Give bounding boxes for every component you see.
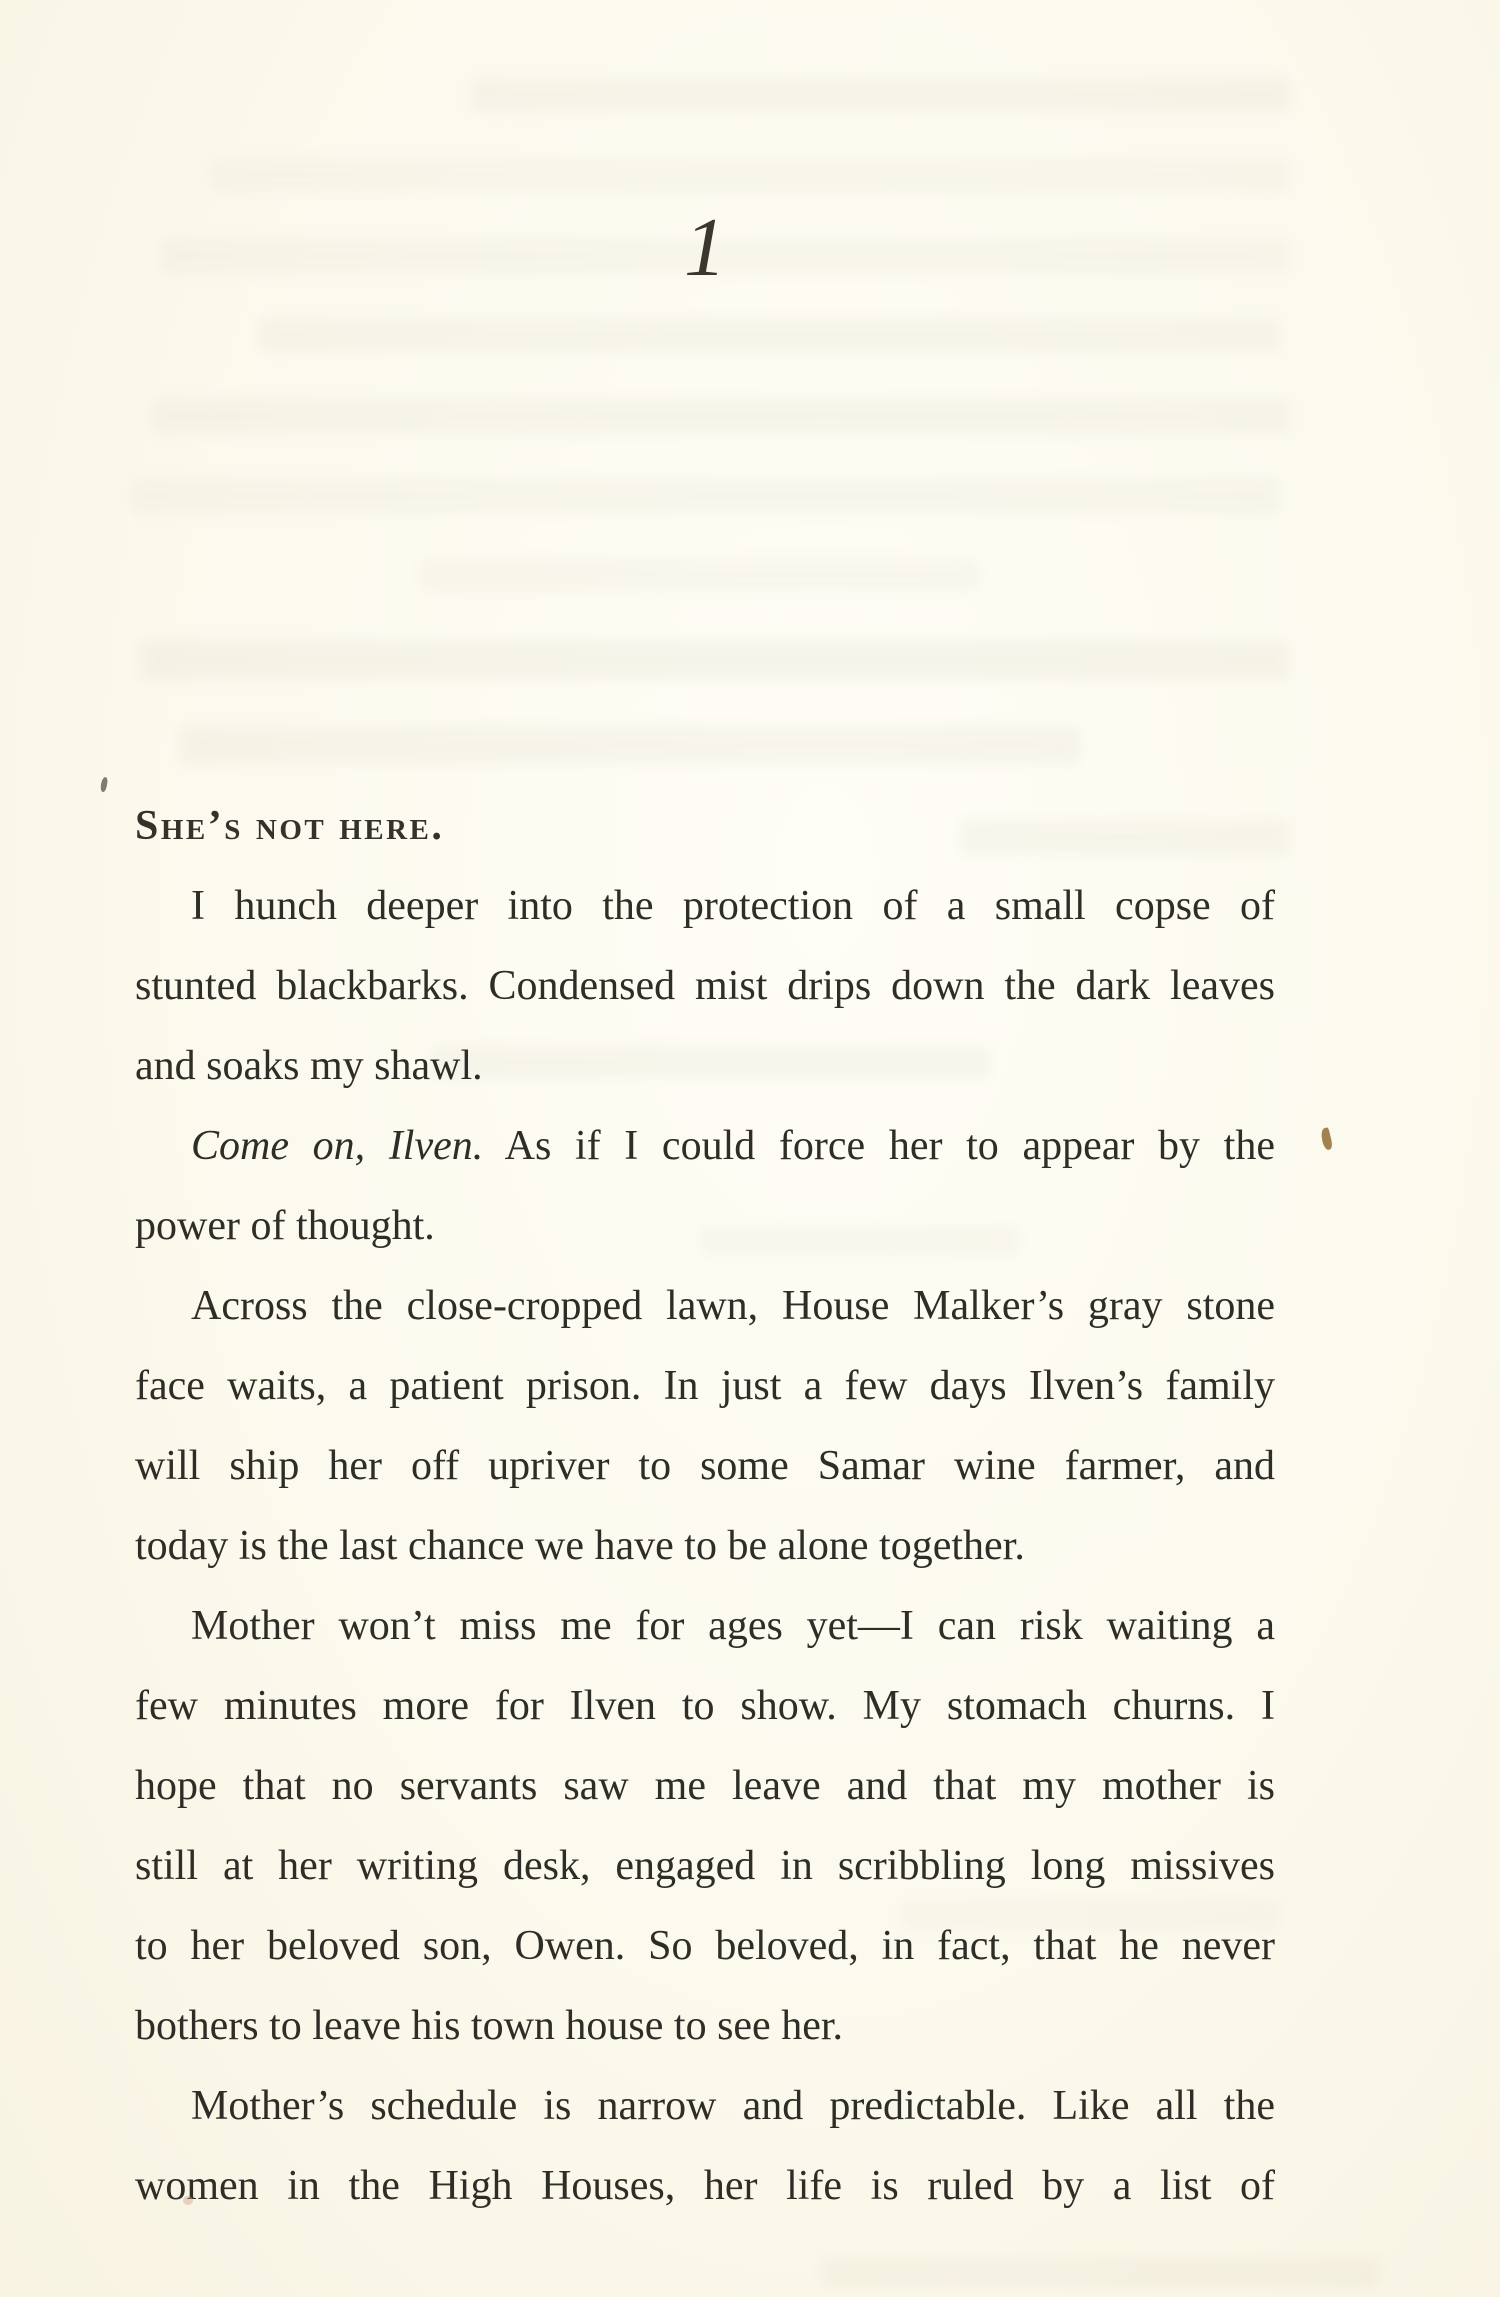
text-segment: face waits, a patient prison. In just a few days Ilven’s family (135, 1363, 1275, 1409)
text-segment: power of thought. (135, 1203, 435, 1249)
text-line (135, 1506, 1275, 1586)
text-segment: Mother’s schedule is narrow and predictable. Like all the (191, 2083, 1275, 2129)
text-segment: She’s not here. (135, 803, 445, 849)
text-segment: and soaks my shawl. (135, 1043, 483, 1089)
text-segment: to her beloved son, Owen. So beloved, in fact, that he never (135, 1923, 1275, 1969)
text-line (135, 1026, 1275, 1106)
text-segment: few minutes more for Ilven to show. My stomach churns. I (135, 1683, 1275, 1729)
text-segment: stunted blackbarks. Condensed mist drips down the dark leaves (135, 963, 1275, 1009)
text-line (135, 1826, 1275, 1906)
showthrough-smudge (130, 478, 1280, 514)
ink-speck (100, 777, 109, 793)
paper-stain-speck (1319, 1127, 1333, 1151)
text-segment: Across the close-cropped lawn, House Malker’s gray stone (191, 1283, 1275, 1329)
text-segment: will ship her off upriver to some Samar wine farmer, and (135, 1443, 1275, 1489)
text-line (135, 1266, 1275, 1346)
showthrough-smudge (470, 78, 1290, 112)
text-segment: today is the last chance we have to be alone together. (135, 1523, 1025, 1569)
text-segment: bothers to leave his town house to see her. (135, 2003, 844, 2049)
italic-text-segment: Come on, Ilven. (191, 1123, 484, 1169)
text-line (135, 946, 1275, 1026)
text-line (135, 866, 1275, 946)
text-segment: women in the High Houses, her life is ruled by a list of (135, 2163, 1275, 2209)
text-line (135, 1586, 1275, 1666)
text-segment: still at her writing desk, engaged in scribbling long missives (135, 1843, 1275, 1889)
text-line (135, 1186, 1275, 1266)
showthrough-smudge (140, 640, 1290, 680)
showthrough-smudge (180, 726, 1080, 764)
text-line (135, 1666, 1275, 1746)
showthrough-smudge (820, 2258, 1380, 2288)
text-line (135, 1746, 1275, 1826)
text-segment: hope that no servants saw me leave and that my mother is (135, 1763, 1275, 1809)
text-line (135, 2146, 1275, 2226)
text-line (135, 1426, 1275, 1506)
text-segment: Mother won’t miss me for ages yet—I can risk waiting a (191, 1603, 1275, 1649)
text-line (135, 1906, 1275, 1986)
text-line (135, 1346, 1275, 1426)
body-text (135, 786, 1275, 2226)
showthrough-smudge (260, 318, 1280, 352)
text-line (135, 1986, 1275, 2066)
text-segment: I hunch deeper into the protection of a small copse of (191, 883, 1275, 929)
chapter-number: 1 (684, 201, 726, 294)
text-line (135, 1106, 1275, 1186)
showthrough-smudge (210, 158, 1290, 192)
opening-line (135, 786, 1275, 866)
showthrough-smudge (150, 398, 1290, 434)
text-segment: As if I could force her to appear by the (483, 1123, 1275, 1169)
showthrough-smudge (420, 558, 980, 592)
text-line (135, 2066, 1275, 2146)
